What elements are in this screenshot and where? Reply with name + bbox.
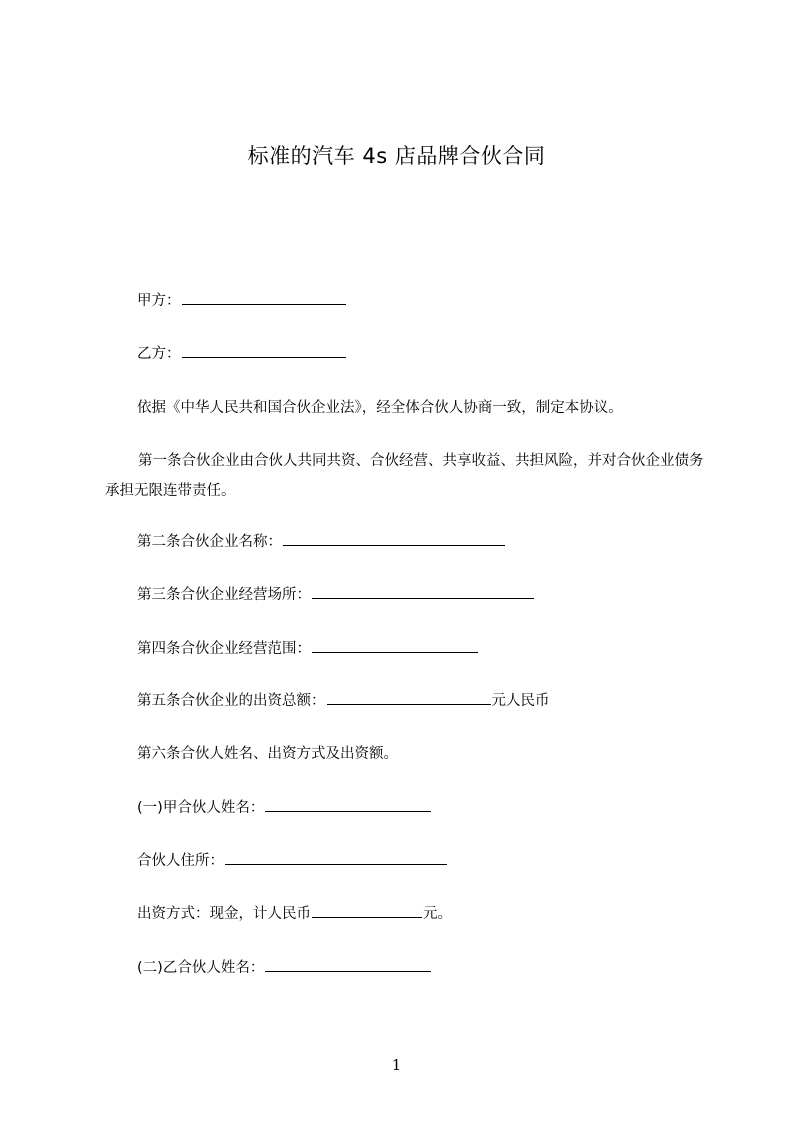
article-4-blank <box>312 638 478 653</box>
party-a-label: 甲方： <box>137 293 181 309</box>
article-5-blank <box>327 690 491 705</box>
article-5-suffix: 元人民币 <box>491 693 550 709</box>
partner-residence-label: 合伙人住所： <box>137 853 224 869</box>
contribution-label: 出资方式：现金，计人民币 <box>137 906 311 922</box>
article-6-line <box>137 743 398 765</box>
party-b-label: 乙方： <box>137 346 181 362</box>
article-2-blank <box>283 531 505 546</box>
intro-text: 依据《中华人民共和国合伙企业法》，经全体合伙人协商一致，制定本协议。 <box>137 400 623 416</box>
page-number: 1 <box>391 1056 402 1074</box>
party-b-blank <box>182 343 346 358</box>
article-4-label: 第四条合伙企业经营范围： <box>137 641 311 657</box>
contribution-line <box>137 903 452 925</box>
article-2-line <box>137 531 506 553</box>
article-1-paragraph: 第一条合伙企业由合伙人共同共资、合伙经营、共享收益、共担风险，并对合伙企业债务承担无限连带责任。 <box>105 453 704 499</box>
article-5-line <box>137 690 550 712</box>
partner-1-line <box>137 797 432 819</box>
partner-residence-line <box>137 850 448 872</box>
document-title: 标准的汽车 4s 店品牌合伙合同 <box>247 144 546 168</box>
contribution-suffix: 元。 <box>423 906 452 922</box>
partner-2-label: (二)乙合伙人姓名： <box>137 960 265 976</box>
partner-1-label: (一)甲合伙人姓名： <box>137 800 265 816</box>
partner-2-line <box>137 957 432 979</box>
partner-2-blank <box>265 957 431 972</box>
contribution-blank <box>312 903 422 918</box>
article-2-label: 第二条合伙企业名称： <box>137 534 282 550</box>
party-a-blank <box>182 290 346 305</box>
article-6-text: 第六条合伙人姓名、出资方式及出资额。 <box>137 746 398 762</box>
article-3-line <box>137 584 535 606</box>
party-a-line <box>137 290 347 312</box>
article-3-label: 第三条合伙企业经营场所： <box>137 587 311 603</box>
article-3-blank <box>312 584 534 599</box>
article-4-line <box>137 638 479 660</box>
intro-line <box>137 397 623 419</box>
party-b-line <box>137 343 347 365</box>
article-5-label: 第五条合伙企业的出资总额： <box>137 693 326 709</box>
partner-residence-blank <box>225 850 447 865</box>
partner-1-blank <box>265 797 431 812</box>
